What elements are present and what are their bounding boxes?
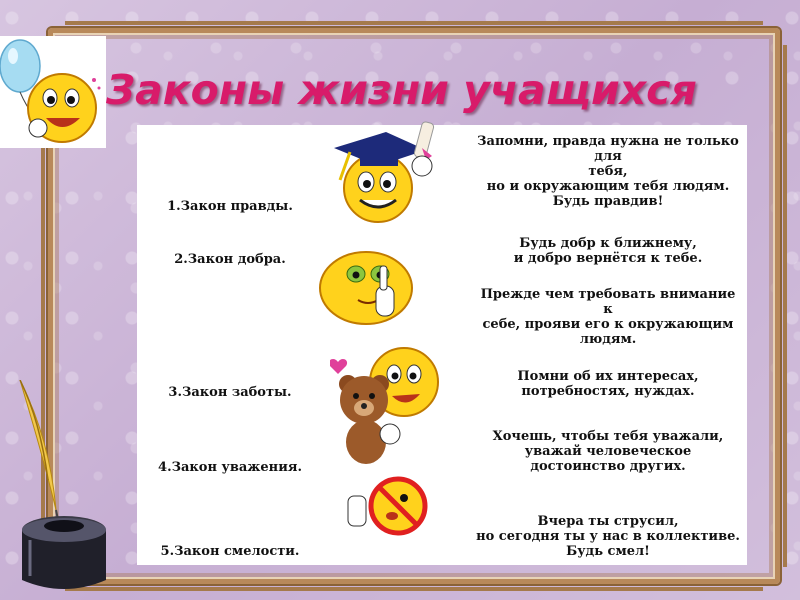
motto-line: потребностях, нуждах. bbox=[521, 384, 695, 399]
motto-line: но и окружающим тебя людям. bbox=[486, 179, 730, 194]
law-name-3: 3.Закон заботы. bbox=[168, 385, 292, 400]
motto-2 bbox=[468, 236, 748, 266]
graduate-smiley-icon bbox=[326, 118, 446, 228]
motto-line: Будь правдив! bbox=[552, 194, 664, 209]
quill-inkwell-icon bbox=[0, 380, 130, 600]
balloon-smiley-icon bbox=[0, 36, 106, 148]
motto-3 bbox=[468, 369, 748, 399]
motto-line: тебя, bbox=[588, 164, 628, 179]
no-phone-smiley-icon bbox=[342, 476, 442, 538]
motto-3-intro bbox=[468, 287, 748, 347]
motto-line: Помни об их интересах, bbox=[517, 369, 699, 384]
motto-line: к bbox=[603, 302, 613, 317]
motto-line: Будь смел! bbox=[566, 544, 650, 559]
motto-4 bbox=[468, 429, 748, 474]
motto-line: Прежде чем требовать внимание bbox=[480, 287, 736, 302]
page-title: Законы жизни учащихся bbox=[106, 66, 697, 114]
motto-line: людям. bbox=[579, 332, 637, 347]
motto-line: Хочешь, чтобы тебя уважали, bbox=[492, 429, 724, 444]
motto-line: достоинство других. bbox=[530, 459, 686, 474]
law-name-2: 2.Закон добра. bbox=[174, 252, 286, 267]
law-name-1: 1.Закон правды. bbox=[167, 199, 293, 214]
motto-line: уважай человеческое bbox=[524, 444, 692, 459]
motto-1 bbox=[468, 134, 748, 209]
law-name-5: 5.Закон смелости. bbox=[160, 544, 300, 559]
motto-line: Запомни, правда нужна не только bbox=[477, 134, 739, 149]
thinking-smiley-icon bbox=[318, 248, 418, 336]
law-name-4: 4.Закон уважения. bbox=[158, 460, 302, 475]
motto-line: Будь добр к ближнему, bbox=[519, 236, 697, 251]
motto-line: для bbox=[594, 149, 622, 164]
motto-line: и добро вернётся к тебе. bbox=[513, 251, 703, 266]
motto-line: Вчера ты струсил, bbox=[537, 514, 679, 529]
teddy-bear-smiley-icon bbox=[330, 338, 440, 468]
motto-line: себе, прояви его к окружающим bbox=[482, 317, 734, 332]
motto-5 bbox=[468, 514, 748, 559]
motto-line: но сегодня ты у нас в коллективе. bbox=[476, 529, 740, 544]
